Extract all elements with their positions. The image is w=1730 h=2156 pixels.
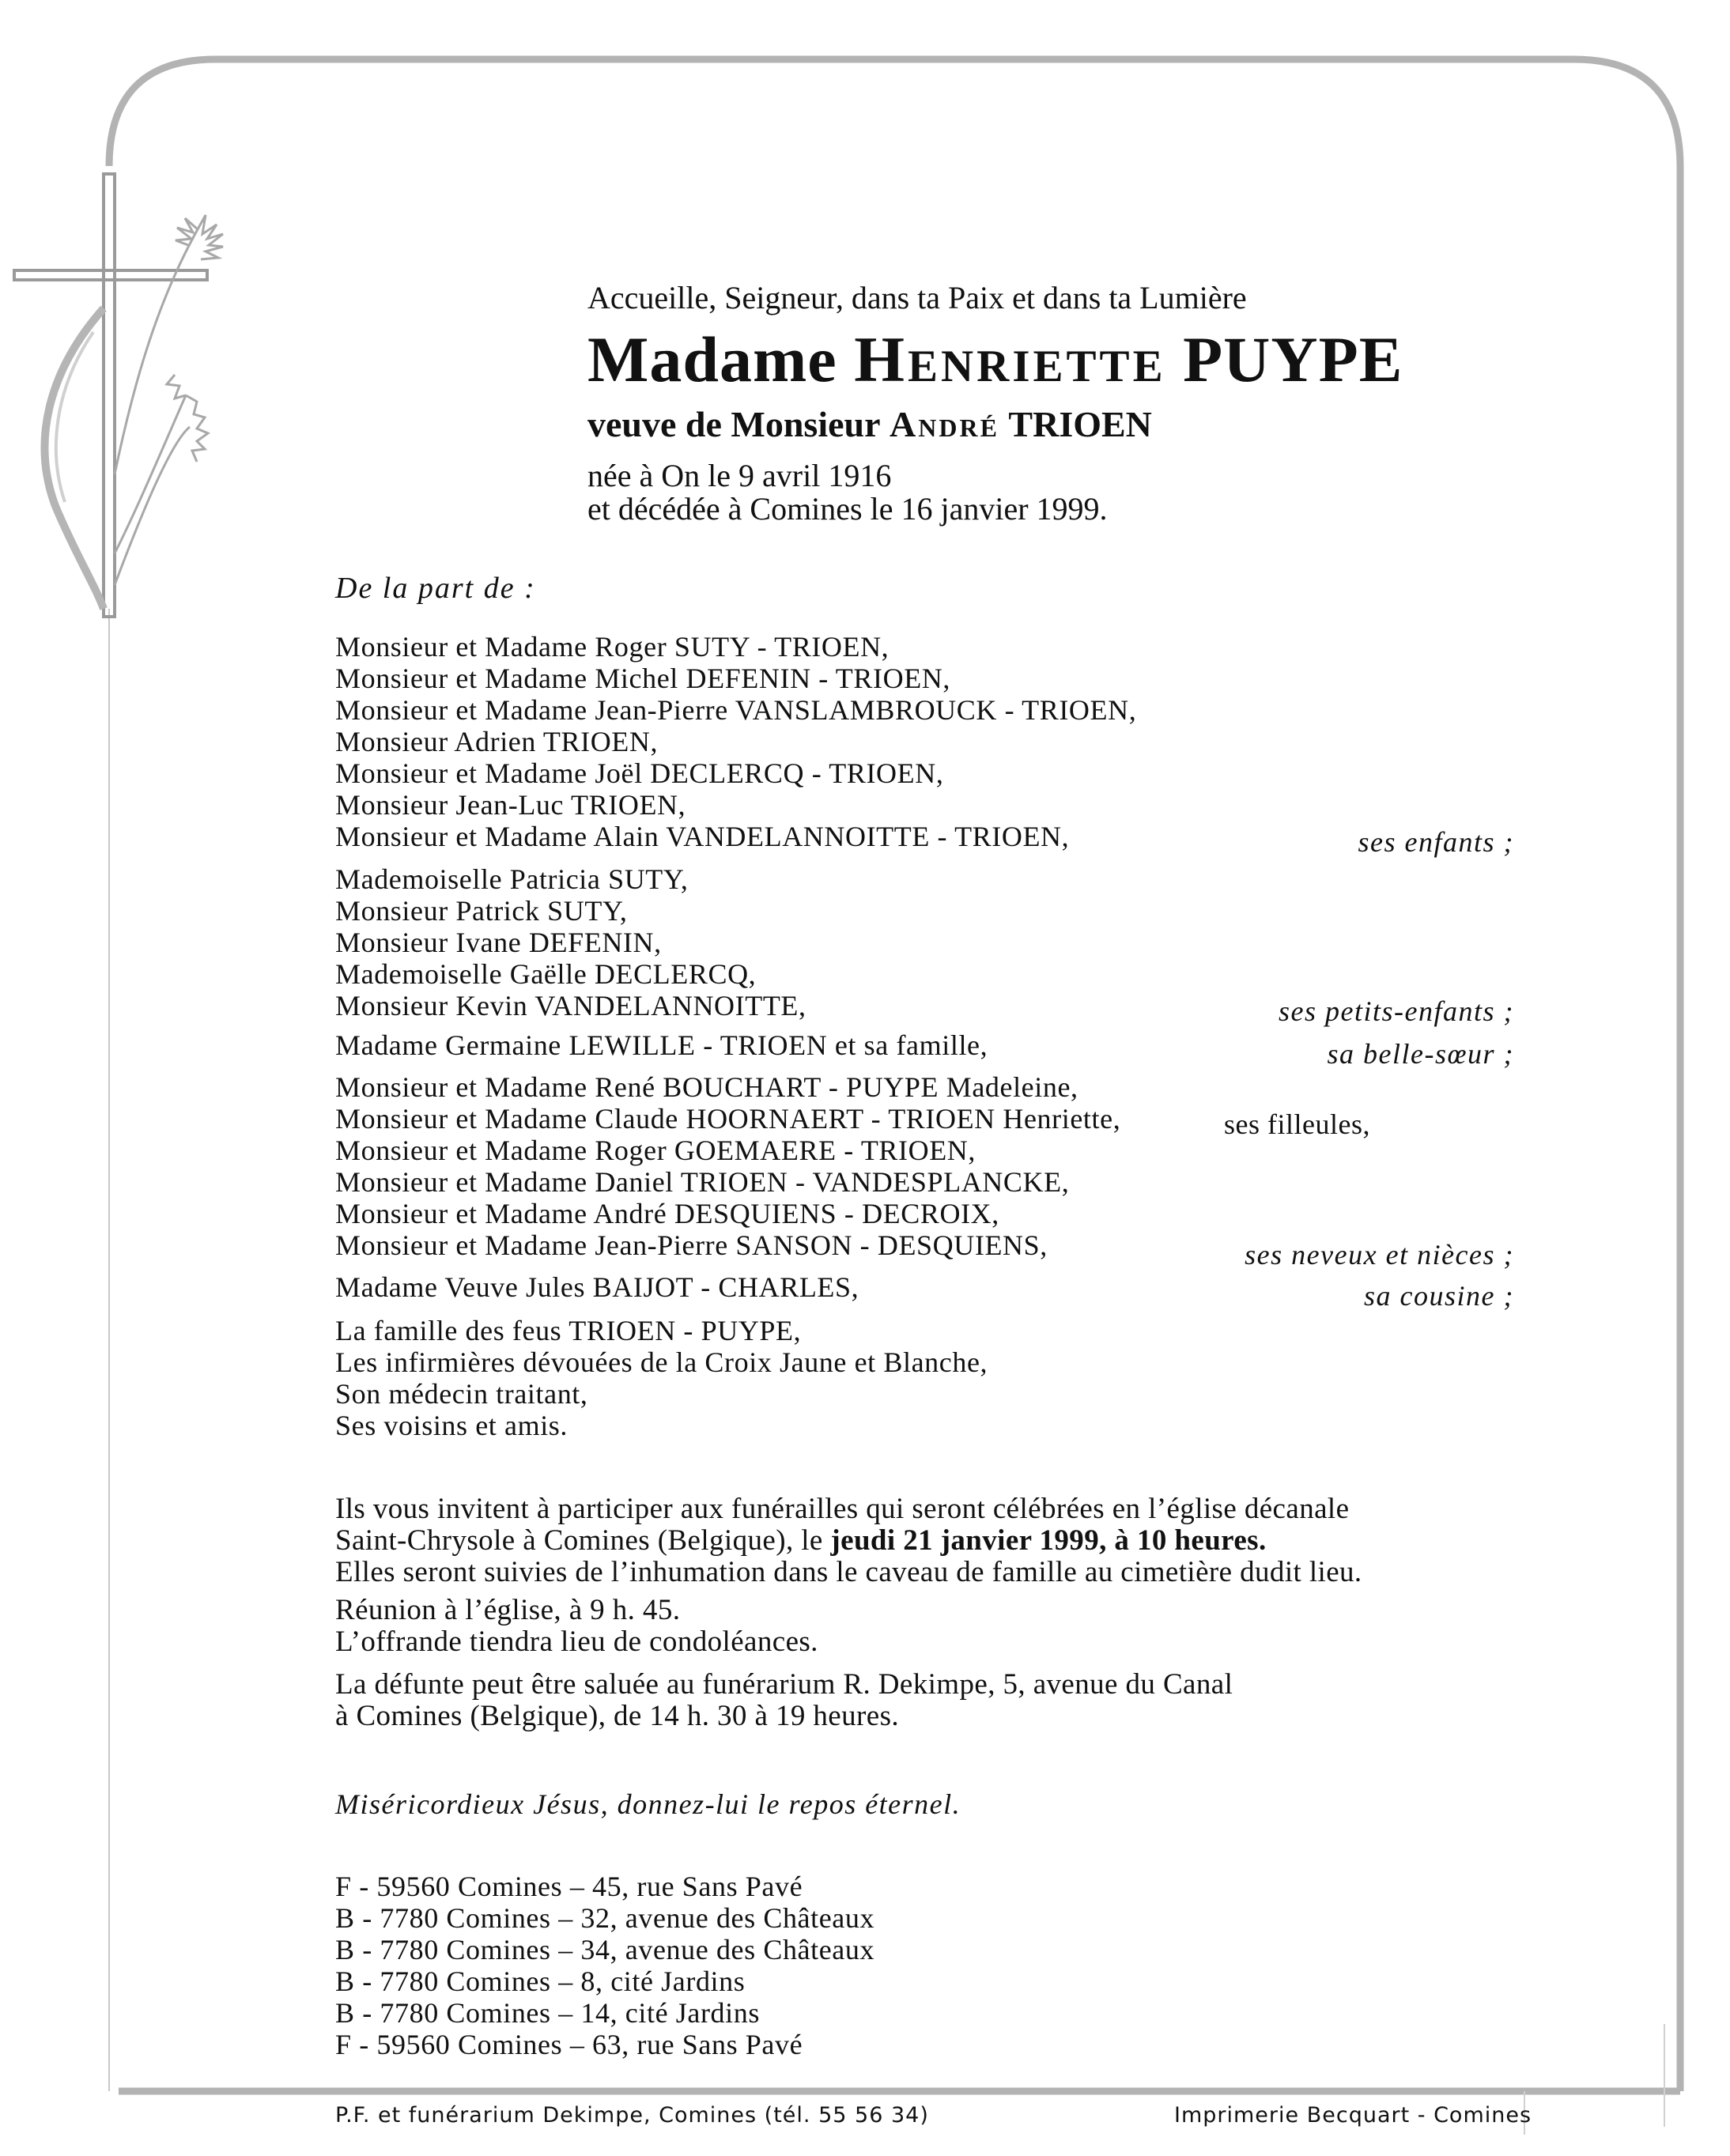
opening-prayer: Accueille, Seigneur, dans ta Paix et dans ta Lumière <box>587 280 1247 315</box>
children-relation-label: ses enfants ; <box>1358 826 1514 858</box>
title-prefix: Madame <box>587 323 837 395</box>
list-item: Monsieur et Madame Alain VANDELANNOITTE - TRIOEN, <box>335 821 1070 852</box>
final-prayer: Miséricordieux Jésus, donnez-lui le repos éternel. <box>335 1788 961 1820</box>
death-line: et décédée à Comines le 16 janvier 1999. <box>587 491 1108 527</box>
widow-prefix: veuve de Monsieur <box>587 404 881 444</box>
list-item: Les infirmières dévouées de la Croix Jaune et Blanche, <box>335 1346 988 1378</box>
spouse-last-name: TRIOEN <box>1008 404 1152 444</box>
list-item: Monsieur et Madame Joël DECLERCQ - TRIOEN, <box>335 757 944 789</box>
list-item: Ses voisins et amis. <box>335 1410 568 1441</box>
list-item: Monsieur et Madame Roger GOEMAERE - TRIOEN, <box>335 1135 976 1166</box>
cousin-relation-label: sa cousine ; <box>1364 1280 1514 1312</box>
list-item: F - 59560 Comines – 63, rue Sans Pavé <box>335 2029 803 2060</box>
birth-death-dates <box>587 459 1108 526</box>
list-item: B - 7780 Comines – 32, avenue des Châteaux <box>335 1902 875 1934</box>
viewing-line-2: à Comines (Belgique), de 14 h. 30 à 19 heures. <box>335 1700 900 1732</box>
deceased-name <box>587 323 1403 397</box>
funeral-home-footer: P.F. et funérarium Dekimpe, Comines (tél. 55 56 34) <box>335 2103 929 2128</box>
list-item: F - 59560 Comines – 45, rue Sans Pavé <box>335 1871 803 1902</box>
first-name: Henriette <box>854 323 1166 395</box>
meeting-info <box>335 1595 818 1658</box>
ceremony-line-2 <box>335 1525 1362 1557</box>
ceremony-date-time: jeudi 21 janvier 1999, à 10 heures. <box>830 1524 1267 1557</box>
list-item: Mademoiselle Gaëlle DECLERCQ, <box>335 958 757 990</box>
list-item: B - 7780 Comines – 14, cité Jardins <box>335 1997 760 2029</box>
list-item: Monsieur et Madame Roger SUTY - TRIOEN, <box>335 631 890 663</box>
widow-line <box>587 403 1152 445</box>
list-item: Monsieur et Madame Claude HOORNAERT - TRIOEN Henriette, <box>335 1103 1121 1135</box>
list-item: B - 7780 Comines – 8, cité Jardins <box>335 1965 746 1997</box>
grandchildren-list <box>335 863 806 1021</box>
offering-line: L’offrande tiendra lieu de condoléances. <box>335 1625 818 1658</box>
list-item: Monsieur Patrick SUTY, <box>335 895 628 927</box>
ceremony-line-3: Elles seront suivies de l’inhumation dans le caveau de famille au cimetière dudit lieu. <box>335 1556 1362 1588</box>
list-item: Monsieur Ivane DEFENIN, <box>335 927 662 958</box>
list-item: Monsieur et Madame André DESQUIENS - DECROIX, <box>335 1198 999 1229</box>
viewing-line-1: La défunte peut être saluée au funérarium R. Dekimpe, 5, avenue du Canal <box>335 1668 1233 1701</box>
last-name: PUYPE <box>1183 323 1403 395</box>
list-item: Monsieur Jean-Luc TRIOEN, <box>335 789 686 821</box>
nephews-list <box>335 1071 1120 1261</box>
grandchildren-relation-label: ses petits-enfants ; <box>1279 995 1514 1027</box>
nephews-relation-label: ses neveux et nièces ; <box>1245 1239 1514 1271</box>
list-item: Monsieur et Madame Daniel TRIOEN - VANDESPLANCKE, <box>335 1166 1070 1198</box>
list-item: Monsieur Kevin VANDELANNOITTE, <box>335 990 806 1021</box>
list-item: Son médecin traitant, <box>335 1378 588 1410</box>
sister-in-law-relation-label: sa belle-sœur ; <box>1327 1038 1514 1070</box>
list-item: Monsieur Adrien TRIOEN, <box>335 726 659 757</box>
ceremony-line-1: Ils vous invitent à participer aux funérailles qui seront célébrées en l’église décanale <box>335 1493 1350 1525</box>
ceremony-place: Saint-Chrysole à Comines (Belgique), le <box>335 1524 831 1557</box>
ceremony-invitation <box>335 1493 1362 1588</box>
list-item: B - 7780 Comines – 34, avenue des Châteaux <box>335 1934 875 1965</box>
list-item: La famille des feus TRIOEN - PUYPE, <box>335 1315 802 1346</box>
meeting-line: Réunion à l’église, à 9 h. 45. <box>335 1594 681 1626</box>
birth-line: née à On le 9 avril 1916 <box>587 458 892 493</box>
list-item: Monsieur et Madame Michel DEFENIN - TRIOEN, <box>335 663 950 694</box>
cousin-entry: Madame Veuve Jules BAIJOT - CHARLES, <box>335 1271 859 1303</box>
printer-footer: Imprimerie Becquart - Comines <box>1174 2103 1532 2128</box>
sister-in-law-entry: Madame Germaine LEWILLE - TRIOEN et sa famille, <box>335 1029 988 1061</box>
address-list <box>335 1871 874 2060</box>
viewing-info <box>335 1669 1233 1732</box>
list-item: Monsieur et Madame Jean-Pierre SANSON - DESQUIENS, <box>335 1229 1048 1261</box>
from-label: De la part de : <box>335 572 536 605</box>
goddaughters-relation-label: ses filleules, <box>1224 1108 1370 1140</box>
children-list <box>335 631 1136 852</box>
others-list <box>335 1315 988 1441</box>
list-item: Monsieur et Madame René BOUCHART - PUYPE Madeleine, <box>335 1071 1078 1103</box>
list-item: Monsieur et Madame Jean-Pierre VANSLAMBROUCK - TRIOEN, <box>335 694 1137 726</box>
list-item: Mademoiselle Patricia SUTY, <box>335 863 689 895</box>
spouse-first-name: André <box>890 404 999 444</box>
